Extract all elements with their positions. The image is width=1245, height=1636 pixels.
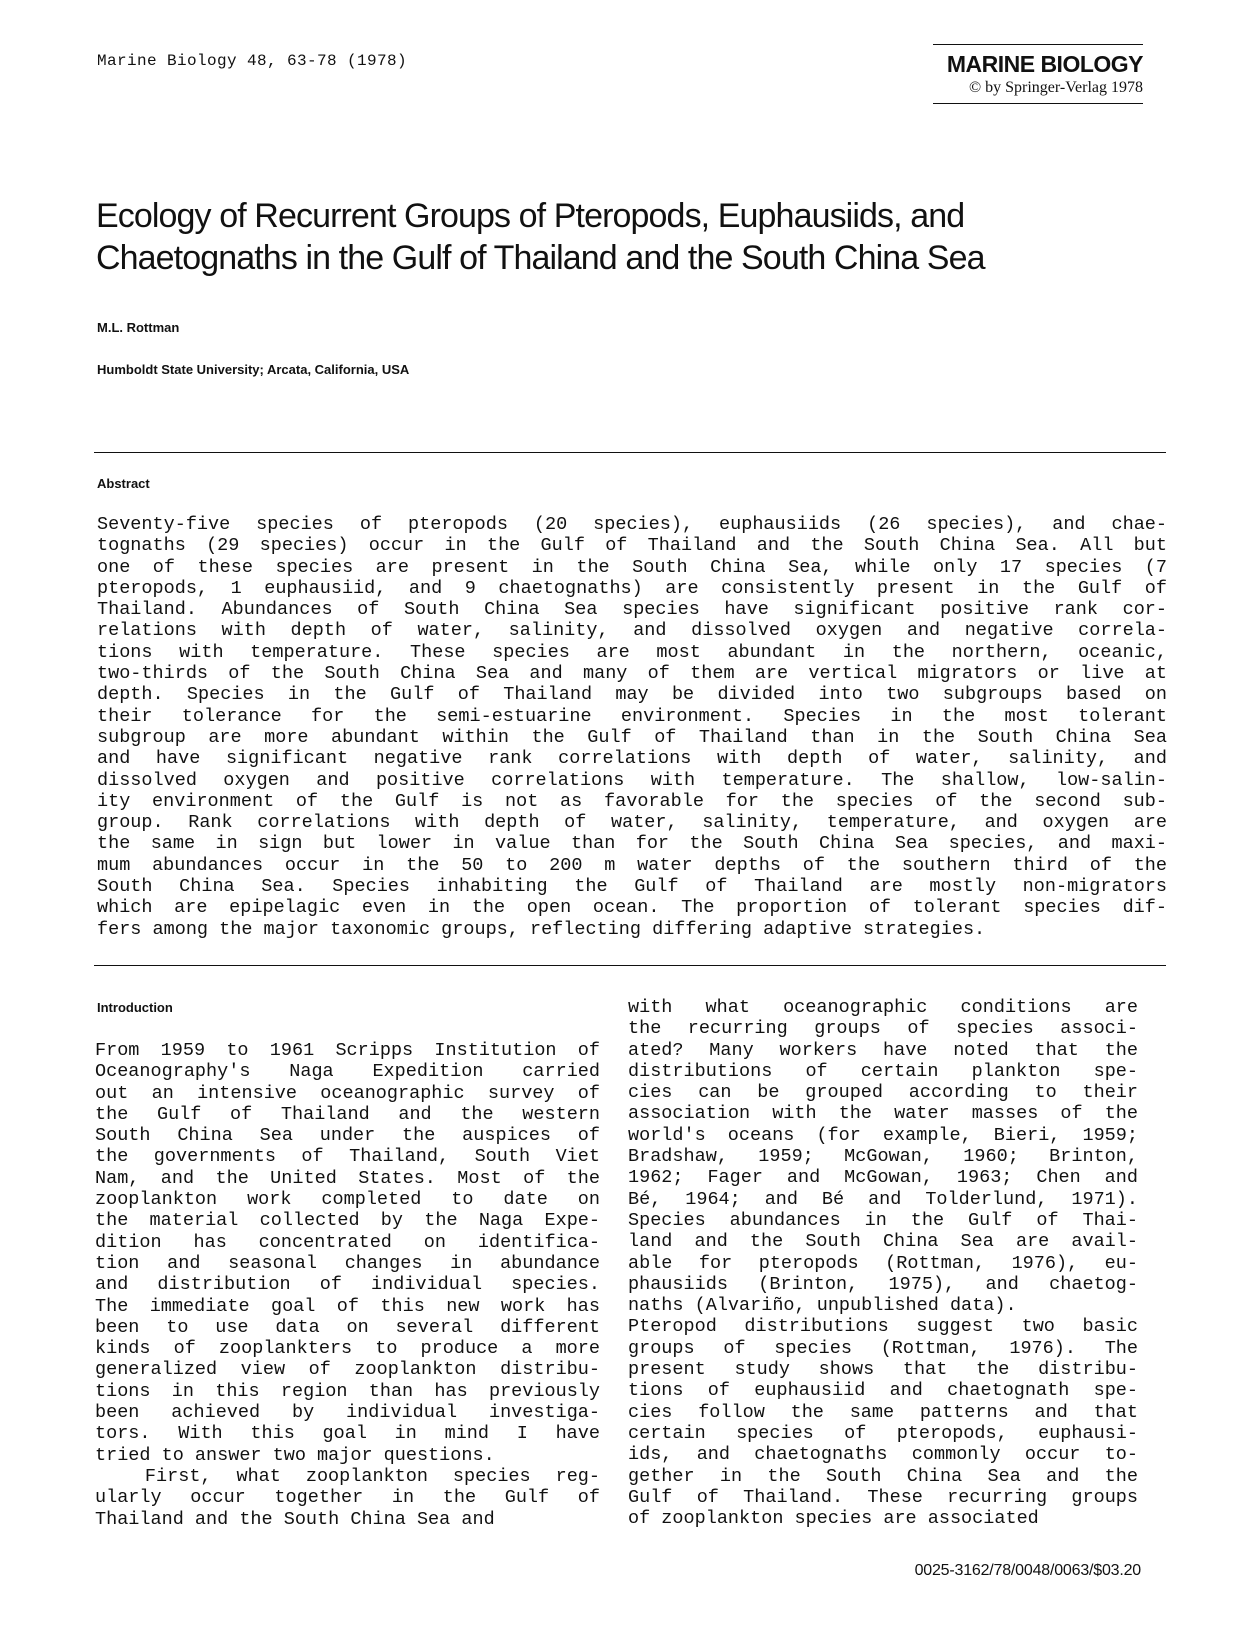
text-line: subgroup are more abundant within the Gulf of Thailand than in the South China Sea xyxy=(97,726,1167,748)
text-line: and have significant negative rank correlations with depth of water, salinity, and xyxy=(97,748,1167,770)
text-line: group. Rank correlations with depth of water, salinity, temperature, and oxygen are xyxy=(97,812,1167,834)
text-line: Seventy-five species of pteropods (20 species), euphausiids (26 species), and chae- xyxy=(97,514,1167,535)
divider-bottom xyxy=(94,965,1166,966)
text-line: relations with depth of water, salinity, and dissolved oxygen and negative correla- xyxy=(97,620,1167,642)
text-line: Species abundances in the Gulf of Thai- xyxy=(628,1209,1138,1231)
text-line: phausiids (Brinton, 1975), and chaetog- xyxy=(628,1273,1138,1295)
text-line: naths (Alvariño, unpublished data). xyxy=(628,1295,1017,1317)
text-line: tions in this region than has previously xyxy=(95,1380,600,1402)
text-line: the same in sign but lower in value than for the South China Sea species, and maxi- xyxy=(97,833,1167,855)
text-line: dition has concentrated on identifica- xyxy=(95,1231,600,1253)
text-line: ids, and chaetognaths commonly occur to- xyxy=(628,1444,1138,1466)
journal-copyright: © by Springer-Verlag 1978 xyxy=(968,79,1143,96)
text-line: pteropods, 1 euphausiid, and 9 chaetognaths) are consistently present in the Gulf of xyxy=(97,577,1167,599)
journal-name: MARINE BIOLOGY xyxy=(946,51,1143,77)
article-title xyxy=(96,195,1176,279)
text-line: the Gulf of Thailand and the western xyxy=(95,1103,600,1125)
text-line: South China Sea. Species inhabiting the Gulf of Thailand are mostly non-migrators xyxy=(97,876,1167,898)
text-line: land and the South China Sea are avail- xyxy=(628,1231,1138,1253)
text-line: tried to answer two major questions. xyxy=(95,1444,495,1466)
text-line: The immediate goal of this new work has xyxy=(95,1295,600,1317)
divider-top xyxy=(94,452,1166,453)
text-line: Bradshaw, 1959; McGowan, 1960; Brinton, xyxy=(628,1146,1138,1168)
text-line: Thailand. Abundances of South China Sea species have significant positive rank cor- xyxy=(97,599,1167,621)
title-line: Ecology of Recurrent Groups of Pteropods, Euphausiids, and xyxy=(96,197,965,235)
text-line: cies follow the same patterns and that xyxy=(628,1401,1138,1423)
text-line: 1962; Fager and McGowan, 1963; Chen and xyxy=(628,1167,1138,1189)
text-line: tion and seasonal changes in abundance xyxy=(95,1252,600,1274)
text-line: able for pteropods (Rottman, 1976), eu- xyxy=(628,1252,1138,1274)
text-line: tors. With this goal in mind I have xyxy=(95,1423,600,1445)
introduction-right-column xyxy=(628,997,1138,1529)
author: M.L. Rottman xyxy=(97,320,180,335)
text-line: gether in the South China Sea and the xyxy=(628,1465,1138,1487)
text-line: their tolerance for the semi-estuarine environment. Species in the most tolerant xyxy=(97,705,1167,727)
text-line: the material collected by the Naga Expe- xyxy=(95,1210,600,1232)
text-line: present study shows that the distribu- xyxy=(628,1359,1138,1381)
text-line: been to use data on several different xyxy=(95,1316,600,1338)
text-line: generalized view of zooplankton distribu- xyxy=(95,1359,600,1381)
text-line: tions with temperature. These species are most abundant in the northern, oceanic, xyxy=(97,641,1167,663)
text-line: depth. Species in the Gulf of Thailand may be divided into two subgroups based on xyxy=(97,684,1167,706)
text-line: one of these species are present in the South China Sea, while only 17 species (7 xyxy=(97,556,1167,578)
introduction-left-column xyxy=(95,1040,600,1530)
text-line: distributions of certain plankton spe- xyxy=(628,1060,1138,1082)
text-line: kinds of zooplankters to produce a more xyxy=(95,1338,600,1360)
text-line: been achieved by individual investiga- xyxy=(95,1402,600,1424)
text-line: South China Sea under the auspices of xyxy=(95,1125,600,1147)
text-line: First, what zooplankton species reg- xyxy=(95,1465,600,1487)
text-line: world's oceans (for example, Bieri, 1959; xyxy=(628,1124,1138,1146)
text-line: Thailand and the South China Sea and xyxy=(95,1508,495,1530)
text-line: out an intensive oceanographic survey of xyxy=(95,1082,600,1104)
text-line: ularly occur together in the Gulf of xyxy=(95,1487,600,1509)
abstract-body xyxy=(97,514,1167,940)
footer-code: 0025-3162/78/0048/0063/$03.20 xyxy=(914,1562,1141,1579)
text-line: and distribution of individual species. xyxy=(95,1274,600,1296)
text-line: zooplankton work completed to date on xyxy=(95,1189,600,1211)
text-line: cies can be grouped according to their xyxy=(628,1082,1138,1104)
text-line: tions of euphausiid and chaetognath spe- xyxy=(628,1380,1138,1402)
text-line: fers among the major taxonomic groups, reflecting differing adaptive strategies. xyxy=(97,918,986,940)
text-line: which are epipelagic even in the open ocean. The proportion of tolerant species dif- xyxy=(97,897,1167,919)
text-line: with what oceanographic conditions are xyxy=(628,997,1138,1018)
text-line: Bé, 1964; and Bé and Tolderlund, 1971). xyxy=(628,1188,1138,1210)
text-line: Oceanography's Naga Expedition carried xyxy=(95,1061,600,1083)
text-line: certain species of pteropods, euphausi- xyxy=(628,1422,1138,1444)
text-line: Nam, and the United States. Most of the xyxy=(95,1167,600,1189)
text-line: Pteropod distributions suggest two basic xyxy=(628,1316,1138,1338)
abstract-heading: Abstract xyxy=(97,476,150,491)
text-line: ated? Many workers have noted that the xyxy=(628,1039,1138,1061)
affiliation: Humboldt State University; Arcata, California, USA xyxy=(97,362,410,377)
text-line: From 1959 to 1961 Scripps Institution of xyxy=(95,1040,600,1061)
text-line: tognaths (29 species) occur in the Gulf of Thailand and the South China Sea. All but xyxy=(97,535,1167,557)
text-line: of zooplankton species are associated xyxy=(628,1508,1039,1530)
text-line: association with the water masses of the xyxy=(628,1103,1138,1125)
text-line: two-thirds of the South China Sea and many of them are vertical migrators or live at xyxy=(97,663,1167,685)
text-line: ity environment of the Gulf is not as favorable for the species of the second sub- xyxy=(97,790,1167,812)
text-line: the governments of Thailand, South Viet xyxy=(95,1146,600,1168)
text-line: Gulf of Thailand. These recurring groups xyxy=(628,1486,1138,1508)
text-line: dissolved oxygen and positive correlations with temperature. The shallow, low-salin- xyxy=(97,769,1167,791)
text-line: the recurring groups of species associ- xyxy=(628,1018,1138,1040)
text-line: mum abundances occur in the 50 to 200 m water depths of the southern third of the xyxy=(97,854,1167,876)
introduction-heading: Introduction xyxy=(97,1000,173,1015)
journal-block xyxy=(933,44,1143,104)
title-line: Chaetognaths in the Gulf of Thailand and the South China Sea xyxy=(96,239,985,277)
text-line: groups of species (Rottman, 1976). The xyxy=(628,1337,1138,1359)
header-citation: Marine Biology 48, 63-78 (1978) xyxy=(97,52,408,70)
